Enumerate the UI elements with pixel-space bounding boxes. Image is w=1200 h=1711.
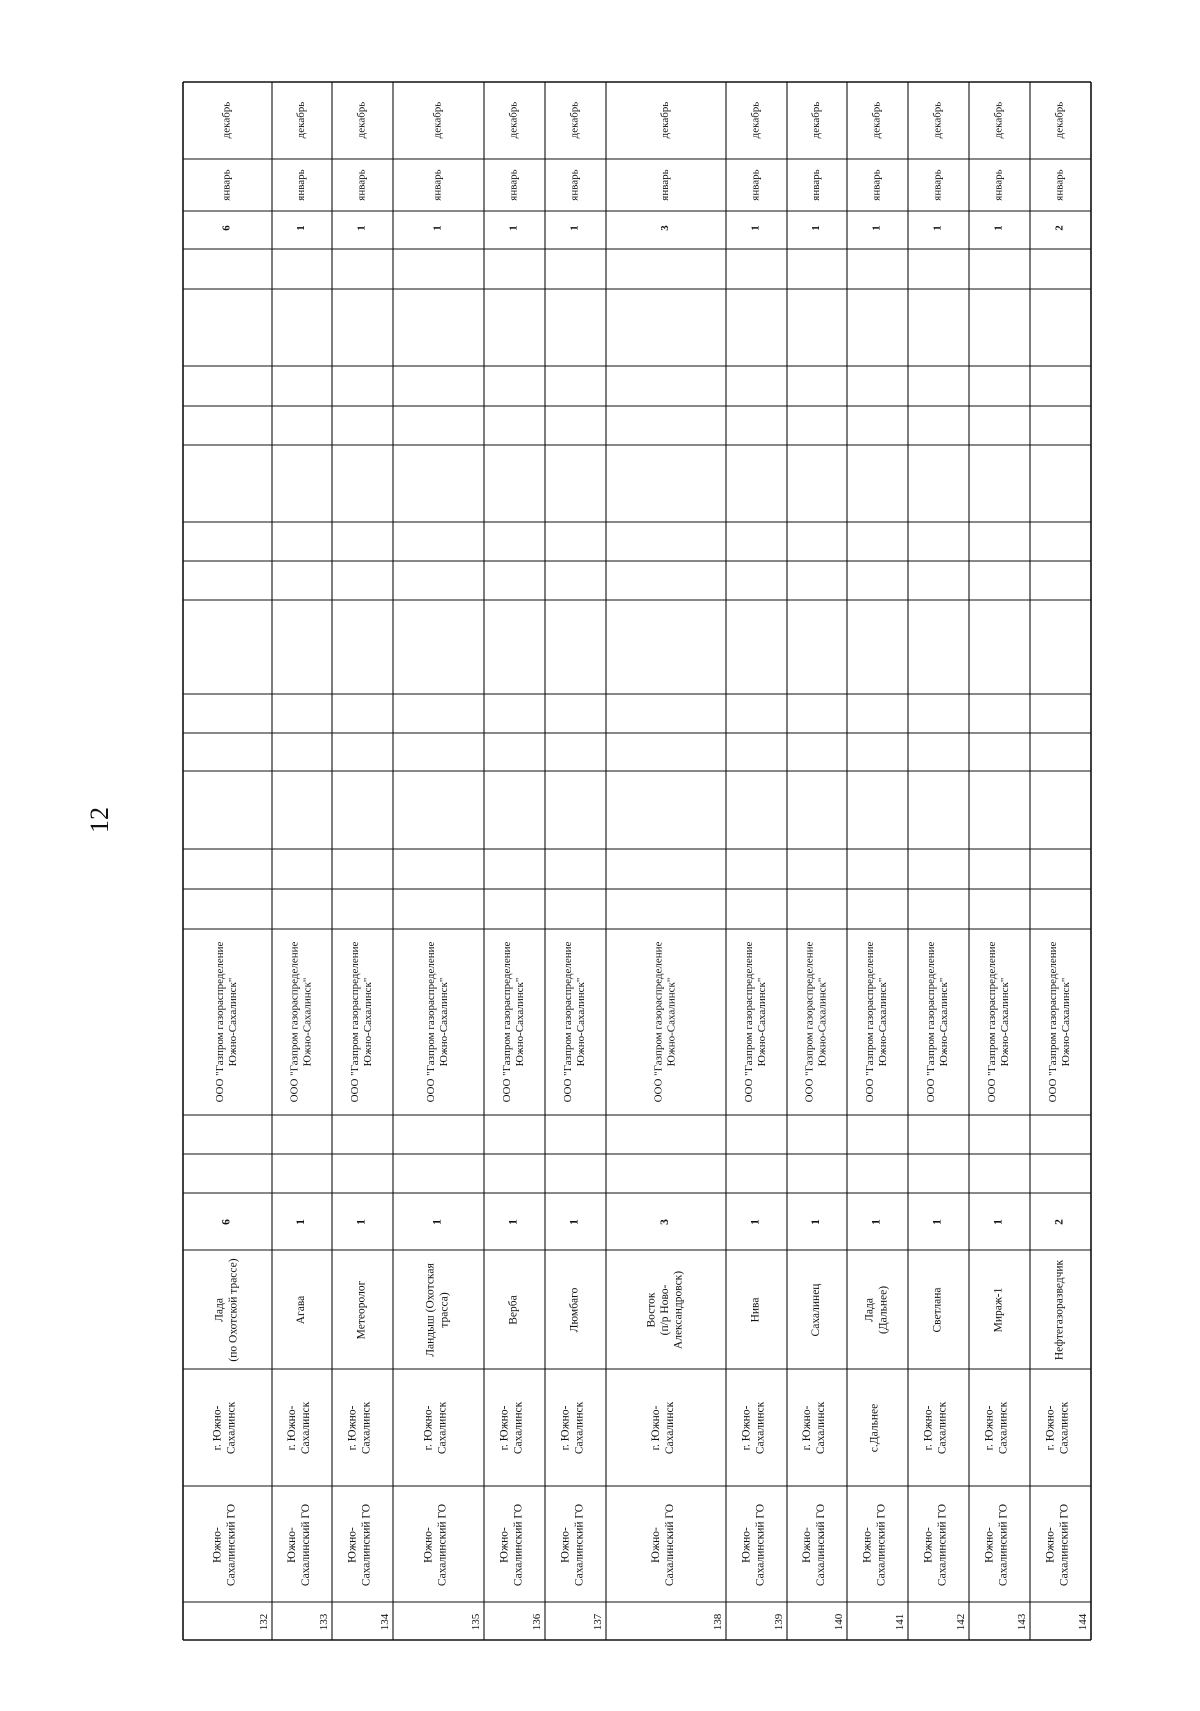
organization-cell: ООО "Газпром газораспределениеЮжно-Сахалинск" bbox=[561, 941, 587, 1103]
month-end-cell: декабрь bbox=[507, 101, 520, 139]
row-number: 140 bbox=[832, 1613, 845, 1631]
count-cell: 1 bbox=[870, 1219, 883, 1225]
object-cell: Метеоролог bbox=[355, 1280, 368, 1340]
object-cell: Нефтегазоразведчик bbox=[1053, 1259, 1066, 1361]
object-cell: Светлана bbox=[931, 1287, 944, 1333]
row-number: 135 bbox=[469, 1613, 482, 1631]
month-end-cell: декабрь bbox=[355, 101, 368, 139]
row-number: 137 bbox=[591, 1613, 604, 1631]
count-cell: 1 bbox=[992, 1219, 1005, 1225]
month-end-cell: декабрь bbox=[809, 101, 822, 139]
count-right-cell: 1 bbox=[507, 225, 520, 231]
count-cell: 6 bbox=[220, 1219, 233, 1225]
count-cell: 1 bbox=[507, 1219, 520, 1225]
count-cell: 1 bbox=[749, 1219, 762, 1225]
organization-cell: ООО "Газпром газораспределениеЮжно-Сахалинск" bbox=[1046, 941, 1072, 1103]
row-number: 144 bbox=[1076, 1613, 1089, 1631]
object-cell: Верба bbox=[507, 1295, 520, 1325]
count-right-cell: 1 bbox=[931, 225, 944, 231]
month-end-cell: декабрь bbox=[992, 101, 1005, 139]
organization-cell: ООО "Газпром газораспределениеЮжно-Сахалинск" bbox=[288, 941, 314, 1103]
locality-cell: г. Южно- Сахалинск bbox=[983, 1401, 1010, 1455]
row-number: 132 bbox=[257, 1613, 270, 1631]
district-cell: Южно- Сахалинский ГО bbox=[861, 1503, 888, 1587]
locality-cell: г. Южно- Сахалинск bbox=[211, 1401, 238, 1455]
count-right-cell: 3 bbox=[658, 225, 671, 231]
organization-cell: ООО "Газпром газораспределениеЮжно-Сахалинск" bbox=[803, 941, 829, 1103]
count-right-cell: 2 bbox=[1053, 225, 1066, 231]
district-cell: Южно- Сахалинский ГО bbox=[286, 1503, 312, 1587]
organization-cell: ООО "Газпром газораспределениеЮжно-Сахалинск" bbox=[924, 941, 950, 1103]
district-cell: Южно- Сахалинский ГО bbox=[650, 1503, 676, 1587]
month-end-cell: декабрь bbox=[931, 101, 944, 139]
count-right-cell: 1 bbox=[431, 225, 444, 231]
month-end-cell: декабрь bbox=[220, 101, 233, 139]
count-right-cell: 1 bbox=[870, 225, 883, 231]
month-start-cell: январь bbox=[809, 169, 822, 201]
month-start-cell: январь bbox=[992, 169, 1005, 201]
row-number: 133 bbox=[317, 1613, 330, 1631]
locality-cell: г. Южно- Сахалинск bbox=[346, 1401, 373, 1455]
locality-cell: г. Южно- Сахалинск bbox=[801, 1401, 827, 1455]
district-cell: Южно- Сахалинский ГО bbox=[422, 1503, 449, 1587]
count-cell: 1 bbox=[931, 1219, 944, 1225]
month-start-cell: январь bbox=[931, 169, 944, 201]
district-cell: Южно- Сахалинский ГО bbox=[922, 1503, 949, 1587]
locality-cell: г. Южно- Сахалинск bbox=[286, 1401, 312, 1455]
locality-cell: г. Южно- Сахалинск bbox=[498, 1401, 525, 1455]
count-right-cell: 1 bbox=[355, 225, 368, 231]
organization-cell: ООО "Газпром газораспределениеЮжно-Сахалинск" bbox=[213, 941, 239, 1103]
month-end-cell: декабрь bbox=[658, 101, 671, 139]
page-number: 12 bbox=[85, 807, 114, 833]
district-cell: Южно- Сахалинский ГО bbox=[1044, 1503, 1071, 1587]
count-cell: 1 bbox=[295, 1219, 307, 1225]
district-cell: Южно- Сахалинский ГО bbox=[983, 1503, 1010, 1587]
month-start-cell: январь bbox=[507, 169, 520, 201]
object-cell: Сахалинец bbox=[810, 1283, 822, 1337]
locality-cell: г. Южно- Сахалинск bbox=[1044, 1401, 1071, 1455]
district-cell: Южно- Сахалинский ГО bbox=[498, 1503, 525, 1587]
month-start-cell: январь bbox=[568, 169, 581, 201]
count-right-cell: 1 bbox=[568, 225, 581, 231]
month-start-cell: январь bbox=[431, 169, 444, 201]
row-number: 136 bbox=[530, 1613, 543, 1631]
district-cell: Южно- Сахалинский ГО bbox=[801, 1503, 827, 1587]
organization-cell: ООО "Газпром газораспределениеЮжно-Сахалинск" bbox=[500, 941, 526, 1103]
district-cell: Южно- Сахалинский ГО bbox=[346, 1503, 373, 1587]
row-number: 139 bbox=[772, 1613, 785, 1631]
month-end-cell: декабрь bbox=[294, 101, 307, 139]
object-cell: Агава bbox=[295, 1295, 307, 1325]
organization-cell: ООО "Газпром газораспределениеЮжно-Сахалинск" bbox=[863, 941, 889, 1103]
row-number: 141 bbox=[893, 1613, 906, 1631]
count-cell: 1 bbox=[355, 1219, 368, 1225]
organization-cell: ООО "Газпром газораспределениеЮжно-Сахалинск" bbox=[742, 941, 768, 1103]
month-start-cell: январь bbox=[870, 169, 883, 201]
district-cell: Южно- Сахалинский ГО bbox=[559, 1503, 586, 1587]
locality-cell: г. Южно- Сахалинск bbox=[559, 1401, 586, 1455]
count-right-cell: 1 bbox=[992, 225, 1005, 231]
month-end-cell: декабрь bbox=[1053, 101, 1066, 139]
organization-cell: ООО "Газпром газораспределениеЮжно-Сахалинск" bbox=[348, 941, 374, 1103]
object-cell: Ландыш (Охотская трасса) bbox=[424, 1263, 451, 1357]
month-start-cell: январь bbox=[1053, 169, 1066, 201]
month-start-cell: январь bbox=[749, 169, 762, 201]
count-right-cell: 1 bbox=[749, 225, 762, 231]
locality-cell: г. Южно- Сахалинск bbox=[422, 1401, 449, 1455]
count-cell: 2 bbox=[1053, 1219, 1066, 1225]
month-start-cell: январь bbox=[220, 169, 233, 201]
count-cell: 1 bbox=[431, 1219, 444, 1225]
organization-cell: ООО "Газпром газораспределениеЮжно-Сахалинск" bbox=[652, 941, 678, 1103]
organization-cell: ООО "Газпром газораспределениеЮжно-Сахалинск" bbox=[985, 941, 1011, 1103]
locality-cell: г. Южно- Сахалинск bbox=[740, 1401, 767, 1455]
locality-cell: с.Дальнее bbox=[868, 1403, 881, 1453]
district-cell: Южно- Сахалинский ГО bbox=[740, 1503, 767, 1587]
organization-cell: ООО "Газпром газораспределениеЮжно-Сахалинск" bbox=[424, 941, 450, 1103]
month-end-cell: декабрь bbox=[870, 101, 883, 139]
object-cell: Восток (п/р Ново- Александровск) bbox=[645, 1270, 685, 1350]
object-cell: Люмбаго bbox=[568, 1287, 581, 1333]
month-start-cell: январь bbox=[658, 169, 671, 201]
count-right-cell: 1 bbox=[809, 225, 822, 231]
row-number: 138 bbox=[711, 1613, 724, 1631]
locality-cell: г. Южно- Сахалинск bbox=[922, 1401, 949, 1455]
month-end-cell: декабрь bbox=[749, 101, 762, 139]
object-cell: Лада (по Охотской трассе) bbox=[213, 1258, 240, 1362]
count-right-cell: 1 bbox=[294, 225, 307, 231]
count-cell: 1 bbox=[568, 1219, 581, 1225]
locality-cell: г. Южно- Сахалинск bbox=[650, 1401, 676, 1455]
object-cell: Лада (Дальнее) bbox=[863, 1285, 890, 1335]
month-end-cell: декабрь bbox=[431, 101, 444, 139]
month-start-cell: январь bbox=[355, 169, 368, 201]
row-number: 143 bbox=[1015, 1613, 1028, 1631]
count-cell: 1 bbox=[810, 1219, 822, 1225]
count-right-cell: 6 bbox=[220, 225, 233, 231]
row-number: 134 bbox=[378, 1613, 391, 1631]
object-cell: Мираж-1 bbox=[992, 1287, 1005, 1333]
object-cell: Нива bbox=[749, 1297, 762, 1323]
month-end-cell: декабрь bbox=[568, 101, 581, 139]
count-cell: 3 bbox=[659, 1219, 671, 1225]
row-number: 142 bbox=[954, 1613, 967, 1631]
district-cell: Южно- Сахалинский ГО bbox=[211, 1503, 238, 1587]
month-start-cell: январь bbox=[294, 169, 307, 201]
